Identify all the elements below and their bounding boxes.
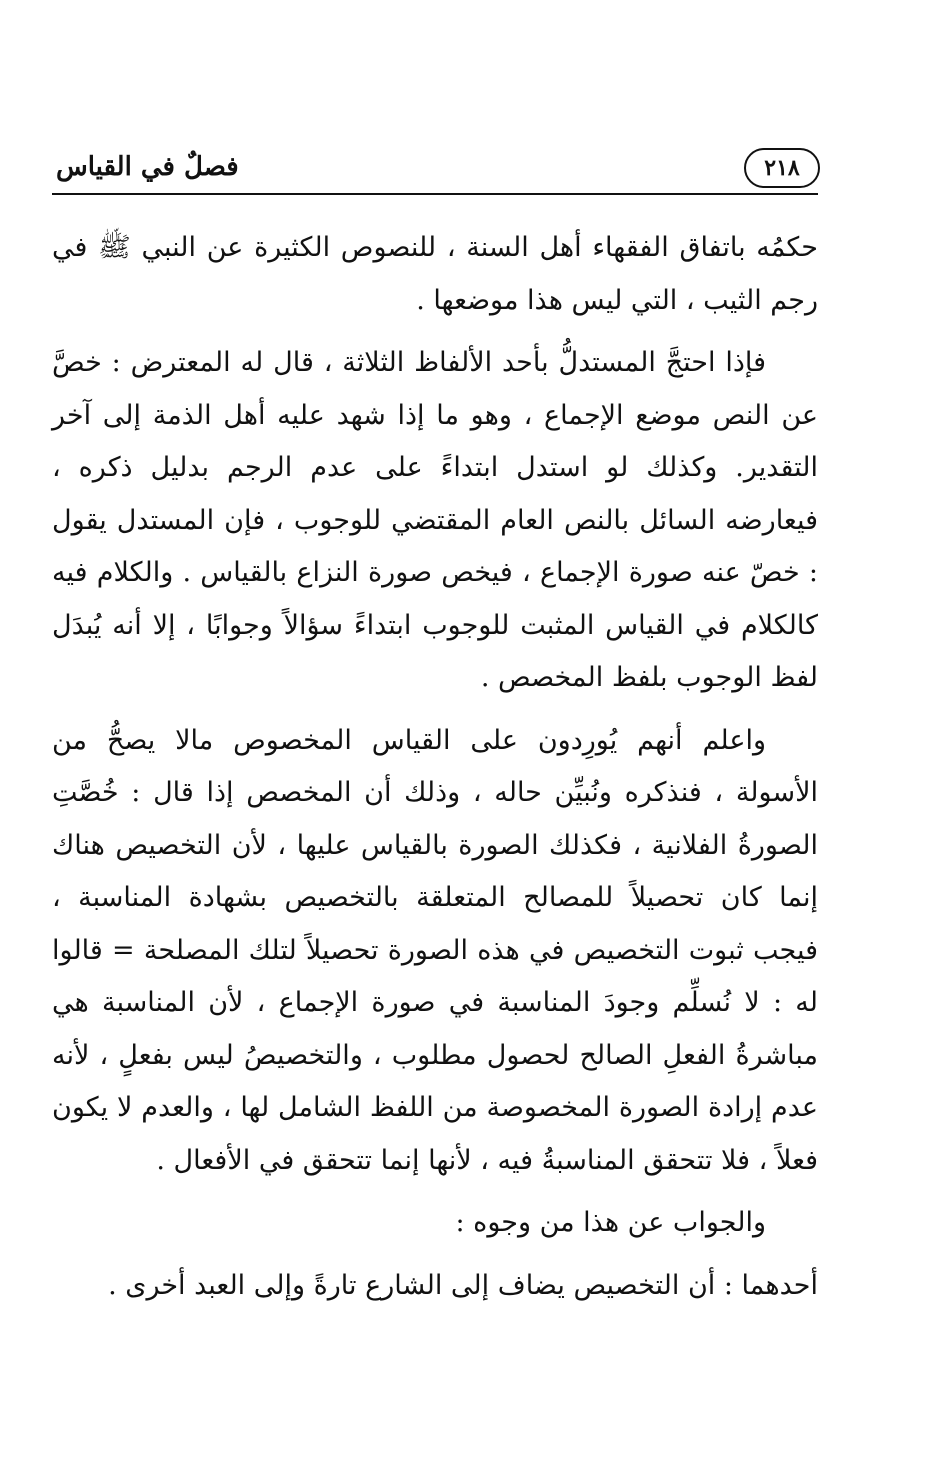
page-header — [52, 148, 820, 194]
body-text — [52, 222, 818, 1312]
header-divider — [52, 193, 818, 195]
running-title: فصلٌ في القياس — [56, 152, 239, 182]
paragraph-2: فإذا احتجَّ المستدلُّ بأحد الألفاظ الثلاثة ، قال له المعترض : خصَّ عن النص موضع الإجماع ، وهو ما إذا شهد عليه أهل الذمة إلى آخر التقدير. وكذلك لو استدل ابتداءً على عدم الرجم بدليل ذكره ، فيعارضه السائل بالنص العام المقتضي للوجوب ، فإن المستدل يقول : خصّ عنه صورة الإجماع ، فيخص صورة النزاع بالقياس . والكلام فيه كالكلام في القياس المثبت للوجوب ابتداءً سؤالاً وجوابًا ، إلا أنه يُبدَل لفظ الوجوب بلفظ المخصص . — [52, 347, 818, 693]
paragraph-1: حكمُه باتفاق الفقهاء أهل السنة ، للنصوص الكثيرة عن النبي ﷺ في رجم الثيب ، التي ليس هذا موضعها . — [52, 232, 818, 316]
paragraph-3: واعلم أنهم يُورِدون على القياس المخصوص مالا يصحُّ من الأسولة ، فنذكره ونُبيِّن حاله ، وذلك أن المخصص إذا قال : خُصَّتِ الصورةُ الفلانية ، فكذلك الصورة بالقياس عليها ، لأن التخصيص هناك إنما كان تحصيلاً للمصالح المتعلقة بالتخصيص بشهادة المناسبة ، فيجب ثبوت التخصيص في هذه الصورة تحصيلاً لتلك المصلحة = قالوا له : لا نُسلِّم وجودَ المناسبة في صورة الإجماع ، لأن المناسبة هي مباشرةُ الفعلِ الصالح لحصول مطلوب ، والتخصيصُ ليس بفعلٍ ، لأنه عدم إرادة الصورة المخصوصة من اللفظ الشامل لها ، والعدم لا يكون فعلاً ، فلا تتحقق المناسبةُ فيه ، لأنها إنما تتحقق في الأفعال . — [52, 724, 818, 1176]
page-number: ٢١٨ — [744, 148, 820, 188]
paragraph-4: والجواب عن هذا من وجوه : — [455, 1207, 766, 1238]
paragraph-5: أحدهما : أن التخصيص يضاف إلى الشارع تارةً وإلى العبد أخرى . — [108, 1269, 818, 1301]
